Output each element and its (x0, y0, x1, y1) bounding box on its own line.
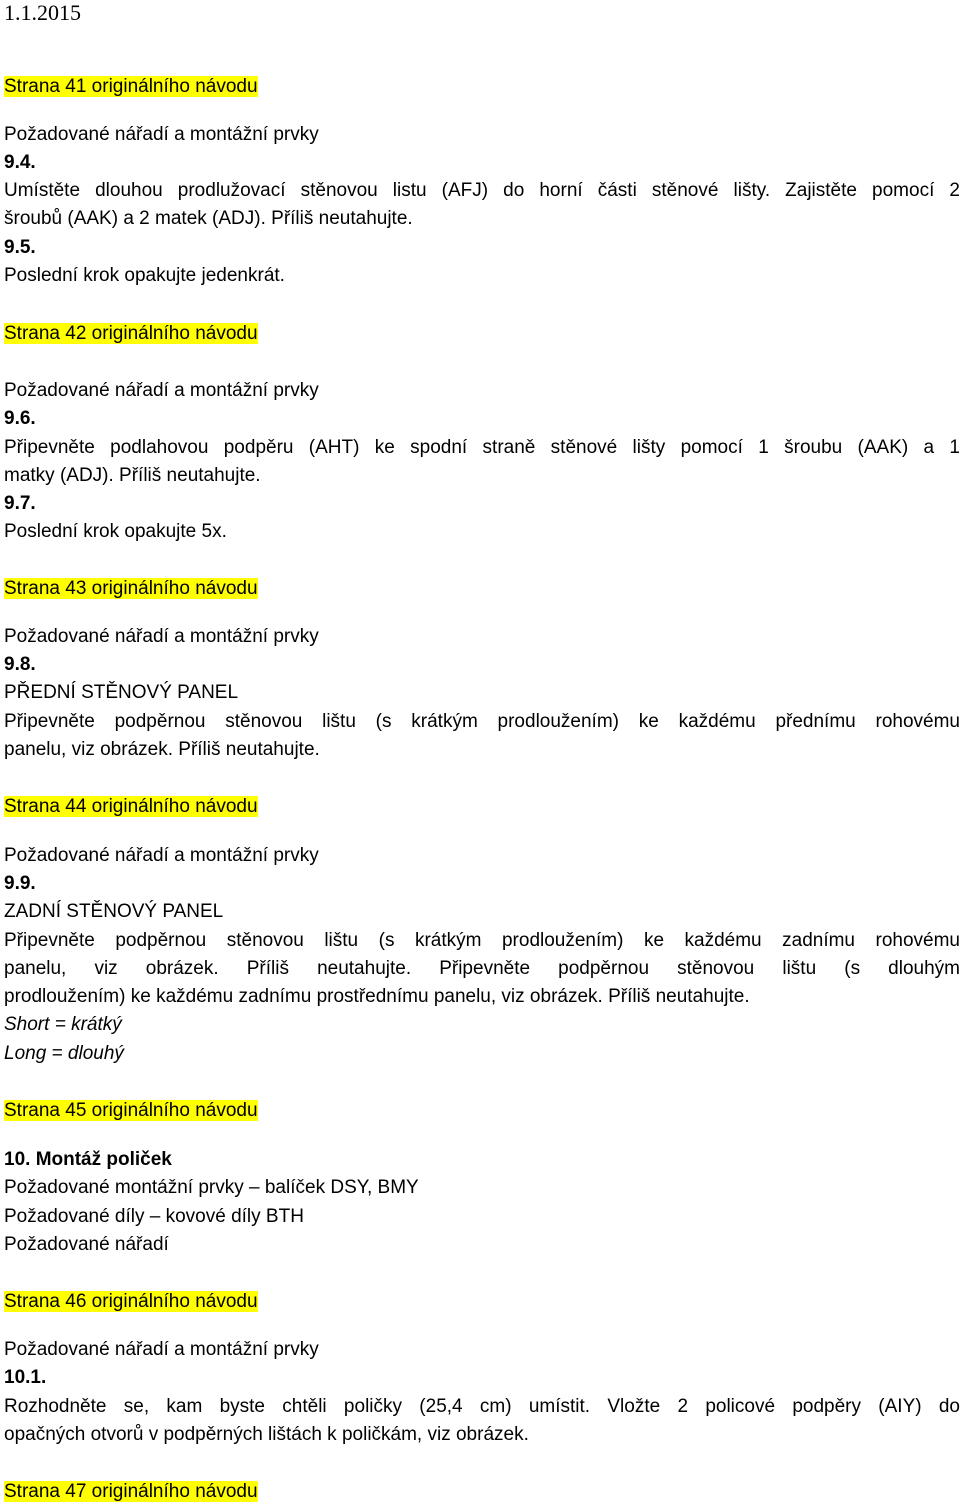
instruction-text: šroubů (AAK) a 2 matek (ADJ). Příliš neutahujte. (4, 208, 413, 229)
instruction-text: Umístěte dlouhou prodlužovací stěnovou listu (AFJ) do horní části stěnové lišty. Zajistěte pomocí 2 (4, 180, 960, 201)
required-tools-line: Požadované nářadí a montážní prvky (4, 1339, 319, 1360)
highlighted-heading-text: Strana 47 originálního návodu (4, 1481, 258, 1502)
section-heading-page-44 (4, 794, 258, 820)
highlighted-heading-text: Strana 42 originálního návodu (4, 323, 258, 344)
step-number: 9.9. (4, 873, 36, 894)
translation-note: Long = dlouhý (4, 1043, 124, 1064)
instruction-text: matky (ADJ). Příliš neutahujte. (4, 465, 261, 486)
translation-note: Short = krátký (4, 1014, 122, 1035)
instruction-text: Připevněte podpěrnou stěnovou lištu (s krátkým prodloužením) ke každému zadnímu rohovému (4, 930, 960, 951)
section-heading-page-47 (4, 1479, 258, 1505)
section-heading-page-45 (4, 1098, 258, 1124)
section-heading-page-43 (4, 576, 258, 602)
section-heading-page-46 (4, 1289, 258, 1315)
section-heading-page-42 (4, 321, 258, 347)
chapter-title: 10. Montáž poliček (4, 1149, 172, 1170)
panel-title: PŘEDNÍ STĚNOVÝ PANEL (4, 682, 239, 703)
document-date: 1.1.2015 (4, 0, 81, 25)
required-parts-line: Požadované montážní prvky – balíček DSY, BMY (4, 1177, 419, 1198)
instruction-text: panelu, viz obrázek. Příliš neutahujte. Připevněte podpěrnou stěnovou lištu (s dlouhým (4, 958, 960, 979)
step-number: 9.8. (4, 654, 36, 675)
highlighted-heading-text: Strana 46 originálního návodu (4, 1291, 258, 1312)
highlighted-heading-text: Strana 44 originálního návodu (4, 796, 258, 817)
step-number: 9.6. (4, 408, 36, 429)
required-tools-line: Požadované nářadí a montážní prvky (4, 124, 319, 145)
instruction-text: Poslední krok opakujte jedenkrát. (4, 265, 285, 286)
instruction-text: Připevněte podpěrnou stěnovou lištu (s krátkým prodloužením) ke každému přednímu rohovému (4, 711, 960, 732)
required-tools-line: Požadované nářadí a montážní prvky (4, 845, 319, 866)
required-parts-line: Požadované díly – kovové díly BTH (4, 1206, 304, 1227)
highlighted-heading-text: Strana 41 originálního návodu (4, 76, 258, 97)
required-tools-line: Požadované nářadí a montážní prvky (4, 380, 319, 401)
instruction-text: Připevněte podlahovou podpěru (AHT) ke spodní straně stěnové lišty pomocí 1 šroubu (AAK) a 1 (4, 437, 960, 458)
required-tools-line: Požadované nářadí (4, 1234, 169, 1255)
section-heading-page-41 (4, 74, 258, 100)
step-number: 9.4. (4, 152, 36, 173)
step-number: 9.5. (4, 237, 36, 258)
instruction-text: Poslední krok opakujte 5x. (4, 521, 227, 542)
highlighted-heading-text: Strana 45 originálního návodu (4, 1100, 258, 1121)
step-number: 10.1. (4, 1367, 47, 1388)
required-tools-line: Požadované nářadí a montážní prvky (4, 626, 319, 647)
step-number: 9.7. (4, 493, 36, 514)
instruction-text: Rozhodněte se, kam byste chtěli poličky (25,4 cm) umístit. Vložte 2 policové podpěry (AIY) do (4, 1396, 960, 1417)
panel-title: ZADNÍ STĚNOVÝ PANEL (4, 901, 224, 922)
instruction-text: panelu, viz obrázek. Příliš neutahujte. (4, 739, 320, 760)
instruction-text: prodloužením) ke každému zadnímu prostřednímu panelu, viz obrázek. Příliš neutahujte. (4, 986, 750, 1007)
highlighted-heading-text: Strana 43 originálního návodu (4, 578, 258, 599)
instruction-text: opačných otvorů v podpěrných lištách k poličkám, viz obrázek. (4, 1424, 529, 1445)
